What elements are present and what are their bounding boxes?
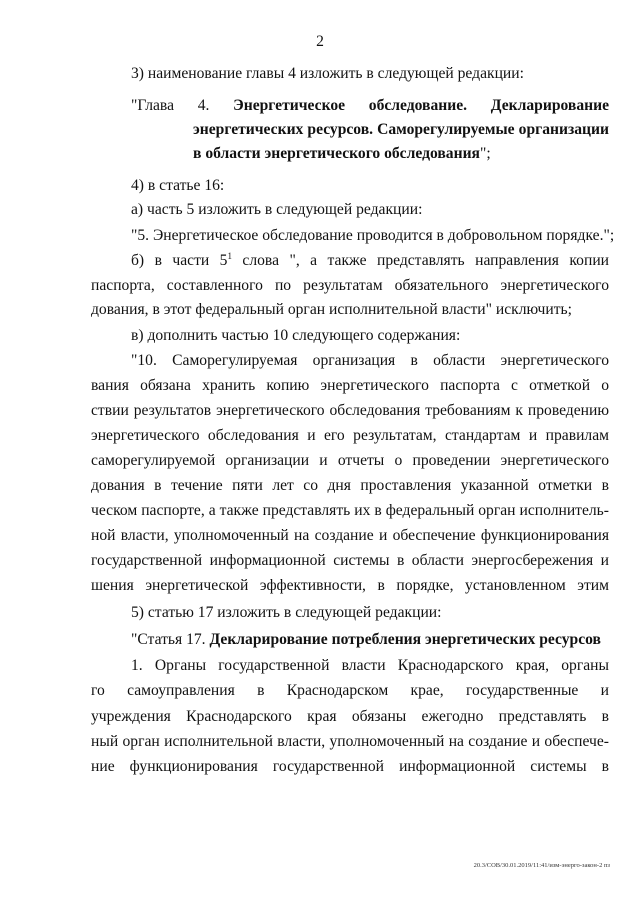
page-number: 2 <box>316 33 324 50</box>
bold-heading-text: энергетических ресурсов. Саморегулируемые организации <box>193 121 609 138</box>
text-line: вания обязана хранить копию энергетического паспорта с отметкой о <box>91 377 609 394</box>
text-line <box>193 120 609 140</box>
text-line: саморегулируемой организации и отчеты о проведении энергетического <box>91 452 609 469</box>
text-line: паспорта, составленного по результатам обязательного энергетического <box>91 277 609 294</box>
text-line: в) дополнить частью 10 следующего содержания: <box>131 327 461 344</box>
text-line: государственной информационной системы в области энергосбережения и <box>91 552 609 569</box>
text-span: б) в части 5 <box>131 252 228 269</box>
text-line: учреждения Краснодарского края обязаны ежегодно представлять в <box>91 708 609 725</box>
footer-file-reference: 20.3/СОВ/30.01.2019/11:41/изм-энерго-закон-2 пз <box>473 862 610 869</box>
text-line <box>131 96 609 116</box>
text-line: 4) в статье 16: <box>131 177 225 194</box>
text-line: а) часть 5 изложить в следующей редакции: <box>131 201 423 218</box>
text-line: ный орган исполнительной власти, уполномоченный на создание и обеспече- <box>91 733 609 750</box>
text-line <box>193 144 609 164</box>
text-line: ческом паспорте, а также представлять их в федеральный орган исполнитель- <box>91 502 609 519</box>
superscript: 1 <box>227 251 232 261</box>
text-line: "5. Энергетическое обследование проводится в добровольном порядке."; <box>131 227 615 244</box>
text-line: ние функционирования государственной информационной системы в <box>91 758 609 775</box>
text-line: ствии результатов энергетического обследования требованиям к проведению <box>91 402 609 419</box>
text-line: энергетического обследования и его результатам, стандартам и правилам <box>91 427 609 444</box>
bold-heading-text: в области энергетического обследования <box>193 145 480 162</box>
text-span: слова ", а также представлять направления копии <box>242 252 609 269</box>
text-line: дования в течение пяти лет со дня проставления указанной отметки в <box>91 477 609 494</box>
text-line: дования, в этот федеральный орган исполнительной власти" исключить; <box>91 301 572 318</box>
text-line: шения энергетической эффективности, в порядке, установленном этим <box>91 577 609 594</box>
text-line: 3) наименование главы 4 изложить в следующей редакции: <box>131 65 524 82</box>
text-line: "10. Саморегулируемая организация в области энергетического <box>131 352 609 369</box>
text-line: го самоуправления в Краснодарском крае, государственные и <box>91 682 609 699</box>
text-span: "Глава 4. <box>131 97 234 114</box>
bold-heading-text: Энергетическое обследование. Декларирование <box>233 97 609 114</box>
text-span: "; <box>479 145 491 162</box>
text-line: 1. Органы государственной власти Краснодарского края, органы <box>131 657 609 674</box>
text-line: 5) статью 17 изложить в следующей редакции: <box>131 604 442 621</box>
bold-heading-text: Декларирование потребления энергетических ресурсов <box>209 631 601 648</box>
text-line: ной власти, уполномоченный на создание и обеспечение функционирования <box>91 527 609 544</box>
text-line <box>131 630 609 650</box>
text-line <box>131 251 609 271</box>
text-span: "Статья 17. <box>131 631 210 648</box>
